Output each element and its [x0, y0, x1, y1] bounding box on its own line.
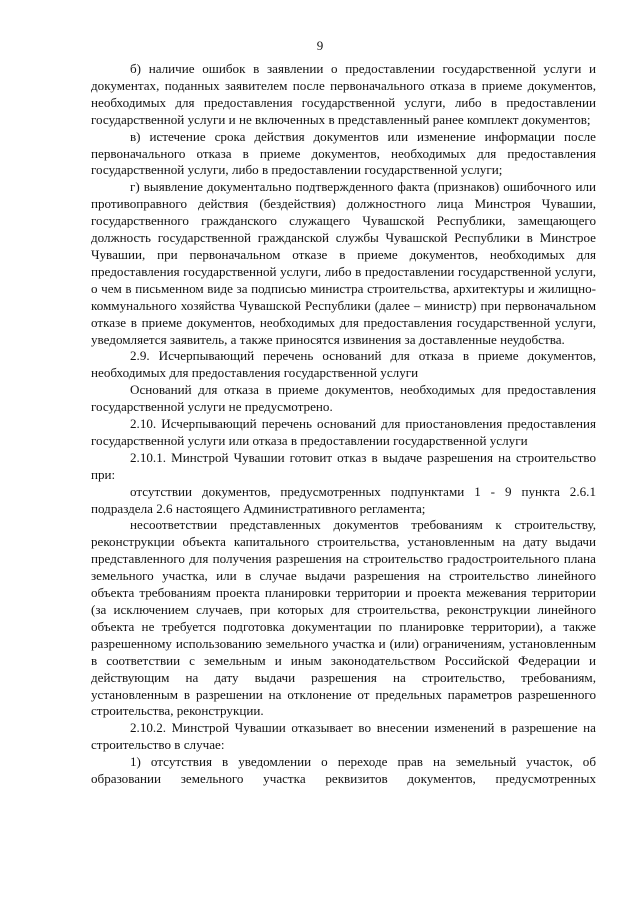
- paragraph: 2.10. Исчерпывающий перечень оснований для приостановления предоставления государственной услуги или отказа в предоставлении государственной услуги: [91, 416, 596, 448]
- paragraph: г) выявление документально подтвержденного факта (признаков) ошибочного или противоправного действия (бездействия) должностного лица Минстроя Чувашии, государственного гражданского служащего Чувашской Республики, замещающего должность государственной гражданской службы Чувашской Республики в Минстрое Чувашии, при первоначальном отказе в приеме документов, необходимых для предоставления государственной услуги, либо в предоставлении государственной услуги, о чем в письменном виде за подписью министра строительства, архитектуры и жилищно-коммунального хозяйства Чувашской Республики (далее – министр) при первоначальном отказе в приеме документов, необходимых для предоставления государственной услуги, уведомляется заявитель, а также приносятся извинения за доставленные неудобства.: [91, 179, 596, 347]
- page-number: 9: [316, 38, 324, 53]
- paragraph: 1) отсутствия в уведомлении о переходе прав на земельный участок, об образовании земельного участка реквизитов документов, предусмотренных: [91, 754, 596, 787]
- paragraph: 2.10.2. Минстрой Чувашии отказывает во внесении изменений в разрешение на строительство в случае:: [91, 720, 596, 753]
- paragraph: 2.10.1. Минстрой Чувашии готовит отказ в выдаче разрешения на строительство при:: [91, 449, 596, 482]
- paragraph: Оснований для отказа в приеме документов, необходимых для предоставления государственной услуги не предусмотрено.: [91, 382, 596, 415]
- paragraph: отсутствии документов, предусмотренных подпунктами 1 - 9 пункта 2.6.1 подраздела 2.6 настоящего Административного регламента;: [91, 483, 596, 516]
- paragraph: в) истечение срока действия документов или изменение информации после первоначального отказа в приеме документов, необходимых для предоставления государственной услуги, либо в предоставлении государственной услуги;: [91, 128, 596, 178]
- paragraph: несоответствии представленных документов требованиям к строительству, реконструкции объекта капитального строительства, установленным на дату выдачи представленного для получения разрешения на строительство градостроительного плана земельного участка, или в случае выдачи разрешения на строительство линейного объекта требованиям проекта планировки территории и проекта межевания территории (за исключением случаев, при которых для строительства, реконструкции линейного объекта не требуется подготовка документации по планировке территории), а также разрешенному использованию земельного участка и (или) ограничениям, установленным в соответствии с земельным и иным законодательством Российской Федерации и действующим на дату выдачи разрешения на строительство, требованиям, установленным в разрешении на отклонение от предельных параметров разрешенного строительства, реконструкции.: [91, 517, 596, 719]
- paragraph: 2.9. Исчерпывающий перечень оснований для отказа в приеме документов, необходимых для предоставления государственной услуги: [91, 348, 596, 381]
- paragraph: б) наличие ошибок в заявлении о предоставлении государственной услуги и документах, поданных заявителем после первоначального отказа в приеме документов, необходимых для предоставления государственной услуги, либо в предоставлении государственной услуги и не включенных в представленный ранее комплект документов;: [91, 61, 596, 127]
- document-body: [91, 61, 596, 788]
